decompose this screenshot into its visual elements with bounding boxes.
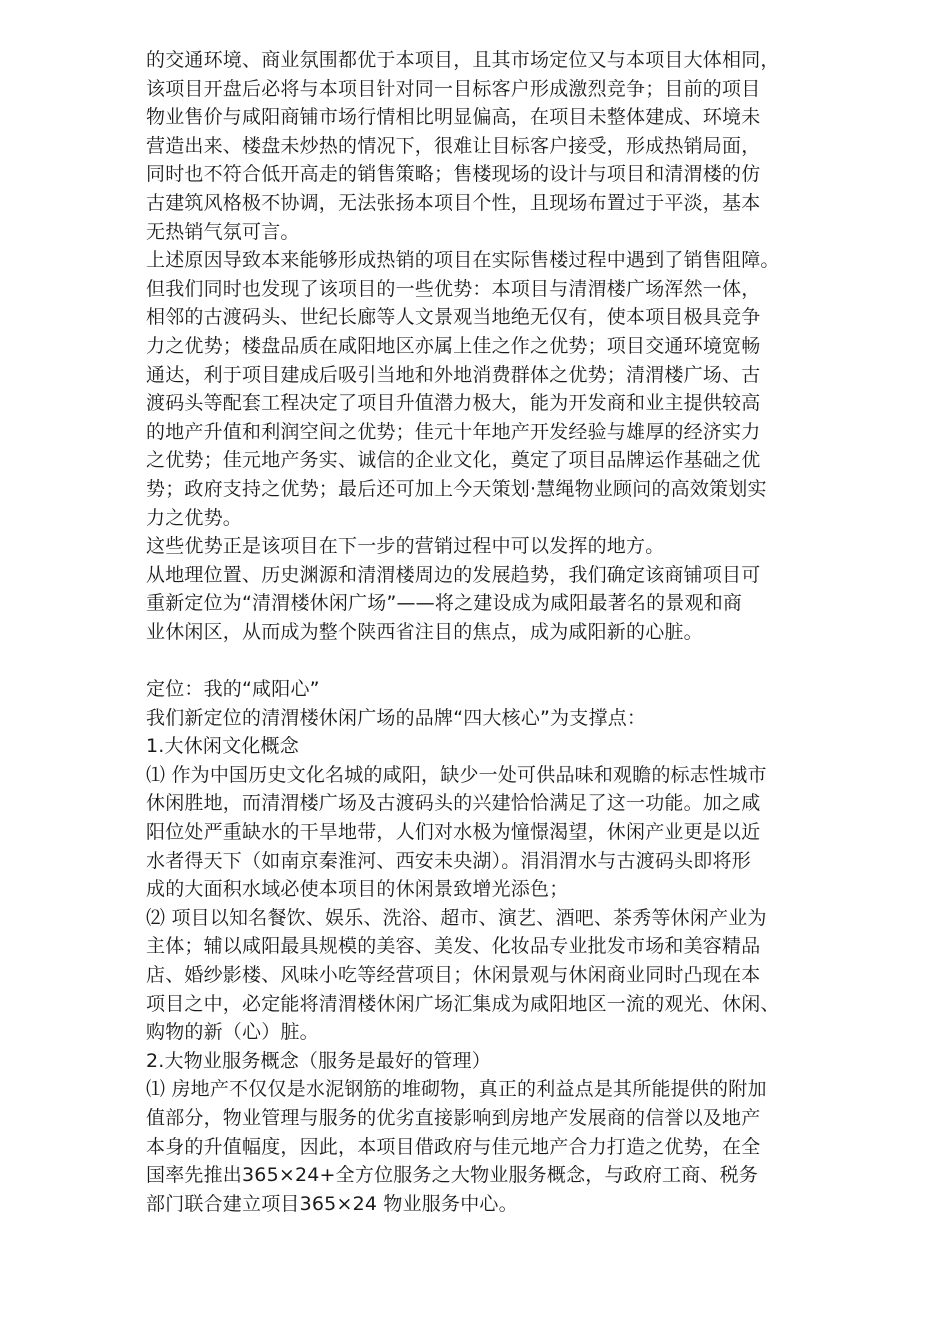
- text-line: 部门联合建立项目365×24 物业服务中心。: [146, 1192, 518, 1215]
- text-line: 渡码头等配套工程决定了项目升值潜力极大，能为开发商和业主提供较高: [146, 392, 761, 415]
- text-line: 无热销气氛可言。: [146, 220, 300, 243]
- text-line: 同时也不符合低开高走的销售策略；售楼现场的设计与项目和清渭楼的仿: [146, 163, 761, 186]
- text-line: 休闲胜地，而清渭楼广场及古渡码头的兴建恰恰满足了这一功能。加之咸: [146, 792, 761, 815]
- text-line: 之优势；佳元地产务实、诚信的企业文化，奠定了项目品牌运作基础之优: [146, 449, 761, 472]
- text-line: 古建筑风格极不协调，无法张扬本项目个性，且现场布置过于平淡，基本: [146, 191, 761, 214]
- subsection-heading: 1.大休闲文化概念: [146, 735, 299, 758]
- text-line: ⑴ 作为中国历史文化名城的咸阳，缺少一处可供品味和观瞻的标志性城市: [146, 763, 767, 786]
- text-line: 值部分，物业管理与服务的优劣直接影响到房地产发展商的信誉以及地产: [146, 1106, 761, 1129]
- text-line: 上述原因导致本来能够形成热销的项目在实际售楼过程中遇到了销售阻障。: [146, 249, 780, 272]
- text-line: 势；政府支持之优势；最后还可加上今天策划·慧绳物业顾问的高效策划实: [146, 477, 767, 500]
- text-line: 国率先推出365×24+全方位服务之大物业服务概念，与政府工商、税务: [146, 1164, 759, 1187]
- blank-line: [146, 646, 886, 675]
- text-line: 店、婚纱影楼、风味小吃等经营项目；休闲景观与休闲商业同时凸现在本: [146, 964, 761, 986]
- document-body: [146, 46, 886, 1218]
- text-line: 营造出来、楼盘未炒热的情况下，很难让目标客户接受，形成热销局面，: [146, 134, 761, 157]
- text-line: 相邻的古渡码头、世纪长廊等人文景观当地绝无仅有，使本项目极具竞争: [146, 306, 761, 329]
- text-line: 阳位处严重缺水的干旱地带，人们对水极为憧憬渴望，休闲产业更是以近: [146, 821, 761, 844]
- text-line: 力之优势；楼盘品质在咸阳地区亦属上佳之作之优势；项目交通环境宽畅: [146, 334, 761, 357]
- text-line: 本身的升值幅度，因此，本项目借政府与佳元地产合力打造之优势，在全: [146, 1135, 761, 1158]
- text-line: 该项目开盘后必将与本项目针对同一目标客户形成激烈竞争；目前的项目: [146, 77, 761, 100]
- text-line: ⑴ 房地产不仅仅是水泥钢筋的堆砌物，真正的利益点是其所能提供的附加: [146, 1078, 767, 1101]
- text-line: 成的大面积水域必使本项目的休闲景致增光添色；: [146, 878, 569, 901]
- text-line: 主体；辅以咸阳最具规模的美容、美发、化妆品专业批发市场和美容精品: [146, 935, 761, 958]
- text-line: 力之优势。: [146, 506, 243, 529]
- text-line: 购物的新（心）脏。: [146, 1021, 319, 1044]
- text-line: 项目之中，必定能将清渭楼休闲广场汇集成为咸阳地区一流的观光、休闲、: [146, 992, 780, 1015]
- text-line: 的交通环境、商业氛围都优于本项目，且其市场定位又与本项目大体相同，: [146, 49, 780, 71]
- text-line: 这些优势正是该项目在下一步的营销过程中可以发挥的地方。: [146, 535, 665, 558]
- text-line: 业休闲区，从而成为整个陕西省注目的焦点，成为咸阳新的心脏。: [146, 620, 703, 643]
- section-heading: 定位：我的“咸阳心”: [146, 678, 320, 701]
- text-line: ⑵ 项目以知名餐饮、娱乐、洗浴、超市、演艺、酒吧、茶秀等休闲产业为: [146, 906, 767, 929]
- text-line: 但我们同时也发现了该项目的一些优势：本项目与清渭楼广场浑然一体，: [146, 277, 761, 300]
- text-line: 从地理位置、历史渊源和清渭楼周边的发展趋势，我们确定该商铺项目可: [146, 563, 761, 586]
- text-line: 的地产升值和利润空间之优势；佳元十年地产开发经验与雄厚的经济实力: [146, 420, 761, 443]
- text-line: 物业售价与咸阳商铺市场行情相比明显偏高，在项目未整体建成、环境未: [146, 106, 761, 129]
- subsection-heading: 2.大物业服务概念（服务是最好的管理）: [146, 1049, 491, 1072]
- text-line: 通达，利于项目建成后吸引当地和外地消费群体之优势；清渭楼广场、古: [146, 363, 761, 386]
- text-line: 重新定位为“清渭楼休闲广场”——将之建设成为咸阳最著名的景观和商: [146, 592, 743, 615]
- text-line: 我们新定位的清渭楼休闲广场的品牌“四大核心”为支撑点：: [146, 706, 647, 729]
- text-line: 水者得天下（如南京秦淮河、西安未央湖）。涓涓渭水与古渡码头即将形: [146, 849, 751, 872]
